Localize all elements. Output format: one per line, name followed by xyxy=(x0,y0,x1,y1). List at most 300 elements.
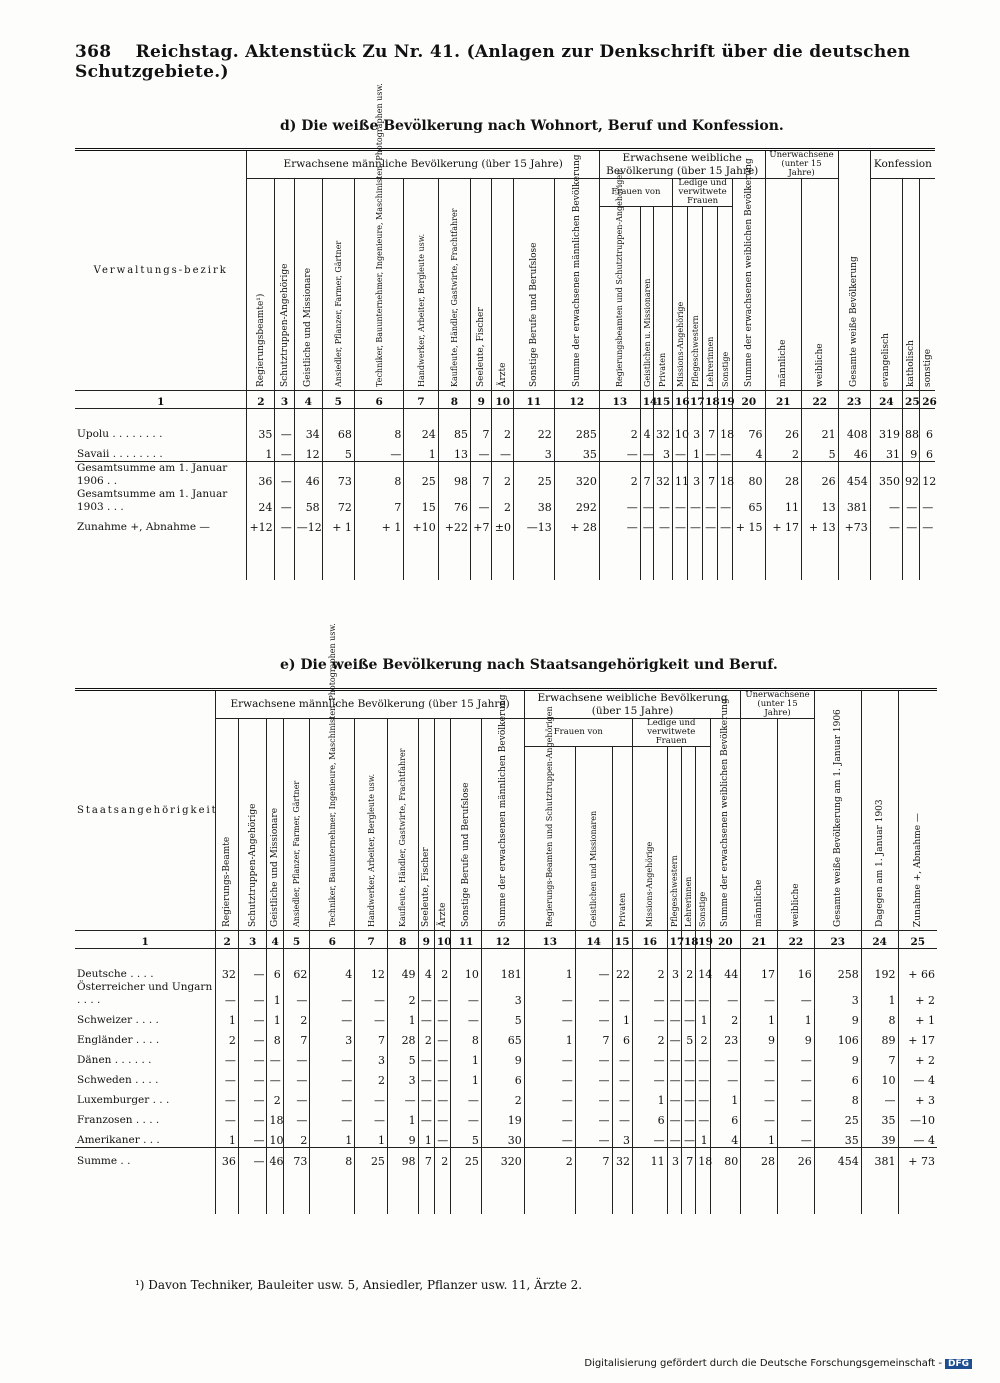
table-cell: 22 xyxy=(513,421,554,441)
table-cell: 6 xyxy=(267,961,283,981)
table-cell: 408 xyxy=(838,421,870,441)
table-cell: 30 xyxy=(481,1127,524,1148)
table-cell: — xyxy=(741,1087,778,1107)
table-cell: +10 xyxy=(404,514,438,534)
table-cell: 3 xyxy=(688,421,703,441)
table-cell: 2 xyxy=(387,981,418,1007)
table-cell: 2 xyxy=(355,1067,388,1087)
table-cell: — xyxy=(575,1087,612,1107)
table-cell: — xyxy=(703,488,718,514)
table-cell: 24 xyxy=(404,421,438,441)
table-cell: — xyxy=(870,488,902,514)
col-number: 10 xyxy=(492,391,513,409)
table-cell: — xyxy=(275,462,294,489)
table-cell: 2 xyxy=(492,421,513,441)
col-number: 17 xyxy=(667,931,681,949)
col-head-e-25: Zunahme +, Abnahme — xyxy=(898,690,937,931)
col-head-e-12: Summe der erwachsenen männlichen Bevölkerung xyxy=(481,719,524,931)
col-head-d-9: Seeleute, Fischer xyxy=(470,179,491,391)
col-number: 1 xyxy=(75,391,247,409)
table-cell: — xyxy=(696,1067,710,1087)
table-cell: 292 xyxy=(554,488,599,514)
col-head-e-7: Handwerker, Arbeiter, Bergleute usw. xyxy=(355,719,388,931)
table-cell: 8 xyxy=(267,1027,283,1047)
table-row xyxy=(75,1087,937,1107)
table-cell: 319 xyxy=(870,421,902,441)
col-number: 3 xyxy=(238,931,267,949)
table-cell: 7 xyxy=(640,462,653,489)
table-cell: — xyxy=(696,1087,710,1107)
table-cell: 1 xyxy=(696,1127,710,1148)
col-head-e-17: Pflegeschwestern xyxy=(667,747,681,931)
table-cell: +12 xyxy=(247,514,275,534)
table-cell: 2 xyxy=(765,441,802,462)
table-cell: 76 xyxy=(438,488,470,514)
table-cell: — xyxy=(861,1087,898,1107)
table-cell: — xyxy=(310,981,355,1007)
row-label: Deutsche . . . . xyxy=(77,968,154,980)
table-cell: 106 xyxy=(814,1027,861,1047)
table-cell: 73 xyxy=(322,462,354,489)
table-cell: 7 xyxy=(354,488,403,514)
table-cell: — xyxy=(672,488,687,514)
table-cell: — xyxy=(524,1007,575,1027)
table-cell: — xyxy=(418,1067,434,1087)
table-cell: 10 xyxy=(451,961,482,981)
table-cell: 17 xyxy=(741,961,778,981)
col-number: 7 xyxy=(355,931,388,949)
table-cell: — xyxy=(778,1047,815,1067)
table-cell: 25 xyxy=(513,462,554,489)
stub-header-e: Staatsangehörigkeit xyxy=(75,690,216,931)
table-cell: 65 xyxy=(481,1027,524,1047)
table-cell: 18 xyxy=(718,421,733,441)
table-cell: 1 xyxy=(387,1007,418,1027)
table-cell: — xyxy=(903,514,920,534)
table-cell: 9 xyxy=(741,1027,778,1047)
row-label: Dänen . . . . . . xyxy=(77,1054,152,1066)
table-cell: 9 xyxy=(387,1127,418,1148)
table-cell: — xyxy=(667,1087,681,1107)
group-minors-d: Unerwachsene (unter 15 Jahre) xyxy=(765,150,838,179)
table-cell: 258 xyxy=(814,961,861,981)
row-label: Amerikaner . . . xyxy=(77,1134,160,1146)
table-cell: 73 xyxy=(283,1148,310,1169)
col-head-d-16: Missions-Angehörige xyxy=(672,207,687,391)
page-header xyxy=(75,42,945,82)
group-minors-e: Unerwachsene (unter 15 Jahre) xyxy=(741,690,815,719)
table-cell: + 1 xyxy=(898,1007,937,1027)
table-cell: ±0 xyxy=(492,514,513,534)
table-cell: — xyxy=(354,441,403,462)
table-cell: — xyxy=(575,961,612,981)
stub-header-d: Verwaltungs-bezirk xyxy=(75,150,247,391)
col-number: 8 xyxy=(438,391,470,409)
table-cell: — xyxy=(599,441,640,462)
col-head-d-15: Privaten xyxy=(653,207,672,391)
col-head-d-12: Summe der erwachsenen männlichen Bevölkerung xyxy=(554,179,599,391)
row-label: Österreicher und Ungarn . . . . xyxy=(77,981,213,1006)
table-cell: — xyxy=(667,1107,681,1127)
table-cell: 2 xyxy=(283,1127,310,1148)
table-cell: — xyxy=(238,1107,267,1127)
col-head-d-8: Kaufleute, Händler, Gastwirte, Frachtfahrer xyxy=(438,179,470,391)
table-cell: — xyxy=(275,421,294,441)
col-number: 6 xyxy=(354,391,403,409)
table-cell: 2 xyxy=(492,488,513,514)
table-cell: 22 xyxy=(612,961,632,981)
table-cell: 80 xyxy=(733,462,765,489)
table-cell: 5 xyxy=(802,441,839,462)
table-cell: 21 xyxy=(802,421,839,441)
group-ledige-d: Ledige und verwitwete Frauen xyxy=(672,179,732,207)
row-label: Luxemburger . . . xyxy=(77,1094,170,1106)
table-cell: — xyxy=(599,514,640,534)
col-number: 12 xyxy=(481,931,524,949)
table-cell: — xyxy=(667,1127,681,1148)
table-cell: — xyxy=(275,441,294,462)
table-cell: — xyxy=(653,488,672,514)
table-cell: — xyxy=(524,1107,575,1127)
table-cell: + 17 xyxy=(765,514,802,534)
table-cell: — xyxy=(387,1087,418,1107)
table-cell: — xyxy=(870,514,902,534)
col-head-d-17: Pflegeschwestern xyxy=(688,207,703,391)
col-head-d-19: Sonstige xyxy=(718,207,733,391)
table-cell: — xyxy=(238,1067,267,1087)
table-cell: — xyxy=(741,981,778,1007)
table-cell: 26 xyxy=(802,462,839,489)
col-number: 5 xyxy=(283,931,310,949)
col-head-e-10: Ärzte xyxy=(434,719,450,931)
col-number: 14 xyxy=(640,391,653,409)
table-cell: — xyxy=(434,1007,450,1027)
table-cell: + 1 xyxy=(354,514,403,534)
group-konfession-d: Konfession xyxy=(870,150,935,179)
table-cell: 11 xyxy=(765,488,802,514)
col-head-e-23: Gesamte weiße Bevölkerung am 1. Januar 1906 xyxy=(814,690,861,931)
table-cell: 2 xyxy=(599,462,640,489)
table-cell: — xyxy=(216,1047,238,1067)
table-cell: 2 xyxy=(524,1148,575,1169)
table-cell: 2 xyxy=(696,1027,710,1047)
table-cell: 7 xyxy=(703,462,718,489)
col-head-e-8: Kaufleute, Händler, Gastwirte, Frachtfahrer xyxy=(387,719,418,931)
table-cell: — xyxy=(310,1107,355,1127)
col-head-d-3: Schutztruppen-Angehörige xyxy=(275,179,294,391)
table-cell: — xyxy=(434,1087,450,1107)
table-cell: — xyxy=(434,1067,450,1087)
table-cell: — xyxy=(703,514,718,534)
table-cell: — xyxy=(612,1067,632,1087)
table-cell: +22 xyxy=(438,514,470,534)
col-head-d-24: evangelisch xyxy=(870,179,902,391)
table-cell: 381 xyxy=(838,488,870,514)
table-cell: 5 xyxy=(387,1047,418,1067)
table-cell: — xyxy=(696,1047,710,1067)
table-cell: —10 xyxy=(898,1107,937,1127)
table-cell: 2 xyxy=(632,961,667,981)
table-cell: 32 xyxy=(653,421,672,441)
table-cell: 44 xyxy=(710,961,741,981)
table-cell: — xyxy=(418,981,434,1007)
row-label: Schweizer . . . . xyxy=(77,1014,159,1026)
table-cell: 1 xyxy=(310,1127,355,1148)
table-cell: — xyxy=(434,1127,450,1148)
col-head-e-11: Sonstige Berufe und Berufslose xyxy=(451,719,482,931)
table-cell: — xyxy=(612,1087,632,1107)
table-cell: — xyxy=(612,1107,632,1127)
table-cell: 58 xyxy=(294,488,322,514)
table-cell: 4 xyxy=(640,421,653,441)
table-cell: 7 xyxy=(283,1027,310,1047)
col-number: 9 xyxy=(418,931,434,949)
table-cell: 7 xyxy=(575,1027,612,1047)
table-cell: 24 xyxy=(247,488,275,514)
table-cell: — xyxy=(667,1047,681,1067)
table-cell: — xyxy=(216,981,238,1007)
col-head-e-24: Dagegen am 1. Januar 1903 xyxy=(861,690,898,931)
table-cell: 2 xyxy=(418,1027,434,1047)
table-row xyxy=(75,1148,937,1169)
table-cell: 2 xyxy=(434,1148,450,1169)
table-cell: — xyxy=(451,981,482,1007)
col-head-d-10: Ärzte xyxy=(492,179,513,391)
table-cell: 18 xyxy=(267,1107,283,1127)
table-cell: 68 xyxy=(322,421,354,441)
table-cell: + 17 xyxy=(898,1027,937,1047)
table-cell: 4 xyxy=(710,1127,741,1148)
table-cell: — xyxy=(283,1067,310,1087)
col-number: 23 xyxy=(838,391,870,409)
col-head-e-20: Summe der erwachsenen weiblichen Bevölkerung xyxy=(710,719,741,931)
table-cell: — xyxy=(451,1087,482,1107)
row-label: Zunahme +, Abnahme — xyxy=(77,521,210,533)
table-cell: 25 xyxy=(404,462,438,489)
col-number: 16 xyxy=(672,391,687,409)
table-cell: 1 xyxy=(451,1067,482,1087)
table-cell: 92 xyxy=(903,462,920,489)
table-cell: — xyxy=(275,514,294,534)
col-number: 24 xyxy=(870,391,902,409)
table-cell: 1 xyxy=(524,1027,575,1047)
table-cell: 1 xyxy=(355,1127,388,1148)
table-cell: — xyxy=(575,1107,612,1127)
table-cell: 1 xyxy=(710,1087,741,1107)
table-cell: 9 xyxy=(481,1047,524,1067)
table-cell: + 1 xyxy=(322,514,354,534)
table-cell: 11 xyxy=(672,462,687,489)
table-cell: 35 xyxy=(814,1127,861,1148)
table-row xyxy=(75,1107,937,1127)
table-row xyxy=(75,1007,937,1027)
col-head-d-5: Ansiedler, Pflanzer, Farmer, Gärtner xyxy=(322,179,354,391)
footnote: ¹) Davon Techniker, Bauleiter usw. 5, Ansiedler, Pflanzer usw. 11, Ärzte 2. xyxy=(135,1278,583,1292)
table-cell: — xyxy=(640,514,653,534)
group-male-e: Erwachsene männliche Bevölkerung (über 15 Jahre) xyxy=(216,690,524,719)
table-row xyxy=(75,421,935,441)
table-cell: — xyxy=(575,981,612,1007)
table-cell: — xyxy=(238,1127,267,1148)
table-cell: 2 xyxy=(492,462,513,489)
digitization-text: Digitalisierung gefördert durch die Deutsche Forschungsgemeinschaft - xyxy=(584,1358,942,1369)
table-cell: 6 xyxy=(481,1067,524,1087)
row-label: Franzosen . . . . xyxy=(77,1114,160,1126)
table-cell: — xyxy=(575,1127,612,1148)
table-cell: — xyxy=(418,1047,434,1067)
table-cell: — xyxy=(238,981,267,1007)
table-cell: — xyxy=(920,514,935,534)
table-cell: — xyxy=(778,1127,815,1148)
col-head-d-7: Handwerker, Arbeiter, Bergleute usw. xyxy=(404,179,438,391)
table-cell: 49 xyxy=(387,961,418,981)
table-cell: 19 xyxy=(481,1107,524,1127)
table-cell: 11 xyxy=(632,1148,667,1169)
table-cell: 6 xyxy=(632,1107,667,1127)
table-cell: — 4 xyxy=(898,1067,937,1087)
table-cell: 25 xyxy=(814,1107,861,1127)
col-head-e-6: Techniker, Bauunternehmer, Ingenieure, Maschinisten, Photographen usw. xyxy=(310,719,355,931)
table-cell: + 66 xyxy=(898,961,937,981)
table-cell: — xyxy=(434,1027,450,1047)
table-cell: 1 xyxy=(861,981,898,1007)
table-cell: 5 xyxy=(451,1127,482,1148)
table-cell: 98 xyxy=(387,1148,418,1169)
table-cell: 18 xyxy=(718,462,733,489)
table-cell: + 2 xyxy=(898,981,937,1007)
col-number: 12 xyxy=(554,391,599,409)
table-cell: 1 xyxy=(451,1047,482,1067)
table-cell: — xyxy=(418,1107,434,1127)
table-cell: 76 xyxy=(733,421,765,441)
table-cell: 1 xyxy=(778,1007,815,1027)
table-row xyxy=(75,462,935,489)
table-cell: — xyxy=(575,1047,612,1067)
table-row xyxy=(75,514,935,534)
table-cell: — xyxy=(238,1087,267,1107)
table-cell: — xyxy=(718,441,733,462)
table-cell: — xyxy=(524,981,575,1007)
table-row xyxy=(75,441,935,462)
table-cell: — xyxy=(238,1047,267,1067)
table-row xyxy=(75,488,935,514)
table-cell: 192 xyxy=(861,961,898,981)
table-cell: — xyxy=(667,981,681,1007)
table-cell: 35 xyxy=(247,421,275,441)
table-cell: 2 xyxy=(216,1027,238,1047)
col-number: 18 xyxy=(681,931,695,949)
table-cell: 7 xyxy=(418,1148,434,1169)
table-cell: — xyxy=(492,441,513,462)
col-number: 2 xyxy=(216,931,238,949)
col-number: 13 xyxy=(599,391,640,409)
table-cell: 3 xyxy=(667,1148,681,1169)
table-cell: 1 xyxy=(741,1127,778,1148)
table-cell: 3 xyxy=(688,462,703,489)
col-number: 14 xyxy=(575,931,612,949)
table-cell: — xyxy=(632,1007,667,1027)
page-number: 368 xyxy=(75,42,112,62)
col-number: 5 xyxy=(322,391,354,409)
table-cell: 320 xyxy=(554,462,599,489)
table-cell: — xyxy=(524,1067,575,1087)
table-cell: — xyxy=(612,1047,632,1067)
table-cell: 3 xyxy=(513,441,554,462)
table-cell: 8 xyxy=(354,462,403,489)
table-cell: — xyxy=(283,1047,310,1067)
col-head-e-21: männliche xyxy=(741,719,778,931)
table-cell: — xyxy=(688,514,703,534)
table-cell: 12 xyxy=(294,441,322,462)
table-cell: 1 xyxy=(688,441,703,462)
table-cell: — xyxy=(451,1007,482,1027)
table-row xyxy=(75,1067,937,1087)
table-cell: — xyxy=(778,981,815,1007)
table-cell: — xyxy=(632,981,667,1007)
table-cell: 7 xyxy=(355,1027,388,1047)
col-number: 3 xyxy=(275,391,294,409)
table-cell: — xyxy=(681,1067,695,1087)
table-row xyxy=(75,1027,937,1047)
col-number: 26 xyxy=(920,391,935,409)
table-cell: — xyxy=(718,514,733,534)
table-cell: — xyxy=(434,1107,450,1127)
col-head-d-26: sonstige xyxy=(920,179,935,391)
col-number: 24 xyxy=(861,931,898,949)
table-cell: 4 xyxy=(733,441,765,462)
col-number: 9 xyxy=(470,391,491,409)
col-number: 17 xyxy=(688,391,703,409)
table-cell: 1 xyxy=(418,1127,434,1148)
row-label: Schweden . . . . xyxy=(77,1074,159,1086)
table-cell: 1 xyxy=(741,1007,778,1027)
col-number: 19 xyxy=(696,931,710,949)
col-head-d-25: katholisch xyxy=(903,179,920,391)
table-cell: 3 xyxy=(814,981,861,1007)
table-row xyxy=(75,1047,937,1067)
table-cell: 8 xyxy=(310,1148,355,1169)
group-female-d: Erwachsene weibliche Bevölkerung (über 15 Jahre) xyxy=(599,150,765,179)
table-cell: — xyxy=(310,1067,355,1087)
table-cell: 35 xyxy=(861,1107,898,1127)
table-cell: 10 xyxy=(861,1067,898,1087)
table-cell: — xyxy=(696,981,710,1007)
table-cell: — xyxy=(632,1067,667,1087)
table-cell: 320 xyxy=(481,1148,524,1169)
table-cell: 6 xyxy=(920,421,935,441)
table-cell: 3 xyxy=(310,1027,355,1047)
table-cell: 32 xyxy=(216,961,238,981)
table-cell: — xyxy=(640,488,653,514)
table-cell: 28 xyxy=(387,1027,418,1047)
table-cell: 2 xyxy=(681,961,695,981)
table-cell: — xyxy=(310,1047,355,1067)
table-cell: — xyxy=(710,1067,741,1087)
col-number: 15 xyxy=(612,931,632,949)
table-cell: —13 xyxy=(513,514,554,534)
col-number: 4 xyxy=(294,391,322,409)
col-number: 22 xyxy=(778,931,815,949)
table-cell: — xyxy=(681,981,695,1007)
table-cell: — xyxy=(310,1087,355,1107)
table-cell: + 15 xyxy=(733,514,765,534)
col-number: 23 xyxy=(814,931,861,949)
group-ledige-e: Ledige und verwitwete Frauen xyxy=(632,719,710,747)
table-cell: — xyxy=(275,488,294,514)
table-cell: — xyxy=(741,1067,778,1087)
table-cell: 1 xyxy=(632,1087,667,1107)
table-cell: 31 xyxy=(870,441,902,462)
